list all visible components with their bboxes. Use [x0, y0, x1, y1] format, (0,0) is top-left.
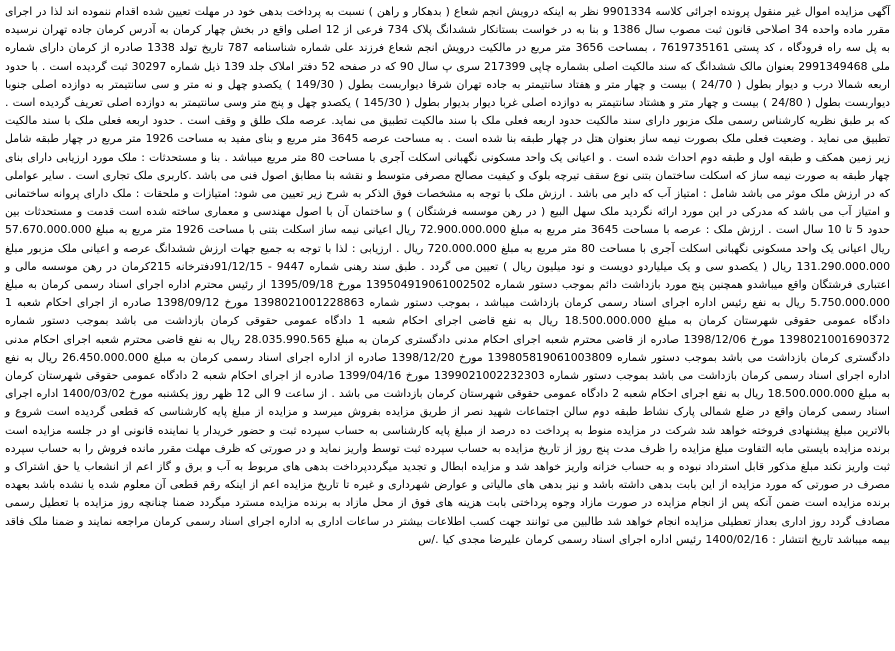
auction-notice-text — [5, 3, 890, 549]
notice-body: آگهی مزایده اموال غیر منقول پرونده اجرائی کلاسه 9901334 نظر به اینکه درویش انجم شعاع ( بدهکار و راهن ) نسبت به پرداخت بدهی خود در مهلت تعیین شده اقدام ننموده اند لذا در اجرای مقرر ماده واحده 34 اصلاحی قانون ثبت مصوب سال 1386 و بنا به در خواست بستانکار ششدانگ پلاک 734 فرعی از 12 اصلی واقع در بخش چهار کرمان به آدرس کرمان جاده تهران نرسیده به پل سه راه فرودگاه ، کد پستی 7619735161 ، بمساحت 3656 متر مربع در مالکیت درویش انجم شعاع فرزند علی شماره شناسنامه 787 تاریخ تولد 1338 صادره از کرمان دارای شماره ملی 2991349468 بعنوان مالک ششدانگ که سند مالکیت اصلی بشماره چاپی 217399 سری پ سال 90 که در صفحه 52 دفتر املاک جلد 139 ذیل شماره 30297 ثبت گردیده است . با حدود اربعه شمالا درب و دیوار بطول ( 24/70 ) بیست و چهار متر و هفتاد سانتیمتر به جاده تهران شرقا دیواربست بطول ( 149/30 ) یکصدو چهل و نه متر و سی سانتیمتر به دوازده اصلی جنوبا دیواربست بطول ( 24/80 ) بیست و چهار متر و هشتاد سانتیمتر به دوازده اصلی غربا دیوار بدیوار بطول ( 145/30 ) یکصدو چهل و پنج متر وسی سانتیمتر به دوازده اصلی تعریف گردیده است . که بر طبق نظریه کارشناس رسمی ملک مزبور دارای سند مالکیت حدود اربعه فعلی ملک با سند مالکیت تطبیق می نماید. عرصه ملک طلق و وقف است . حدود اربعه فعلی ملک با سند مالکیت تطبیق می نماید . وضعیت فعلی ملک بصورت نیمه ساز بعنوان هتل در چهار طبقه بنا شده است . به مساحت عرصه 3645 متر مربع و بنای مفید به مساحت 1926 متر مربع در چهار طبقه شامل زیر زمین همکف و طبقه اول و طبقه دوم احداث شده است . و اعیانی یک واحد مسکونی نگهبانی اسکلت آجری با مساحت 80 متر مربع میباشد . بنا و مستحدثات : ملک مورد ارزیابی دارای بنای چهار طبقه به صورت نیمه ساز که اسکلت ساختمان بتنی نوع سقف تیرچه بلوک و کیفیت مصالح مصرفی متوسط و نقشه بنا مطابق اصول فنی می باشد .کاربری ملک تجاری است . سایر عواملی که در ارزش ملک موثر می باشد شامل : امتیاز آب که دایر می باشد . ارزش ملک با توجه به مشخصات فوق الذکر به شرح زیر تعیین می شود: امتیازات و ملحقات : ملک دارای پروانه ساختمانی و امتیاز آب می باشد که مدرکی در این مورد ارائه نگردید ملک سهل البیع ( در رهن موسسه فرشتگان ) و ساختمان آن با اصول مهندسی و معماری ساخته شده است قدمت و مستحدثات بین حدود 5 تا 10 سال است . ارزش ملک : عرصه با مساحت 3645 متر مربع به مبلغ 72.900.000.000 ریال اعیانی نیمه ساز اسکلت بتنی با مساحت 1926 متر مربع به مبلغ 57.670.000.000 ریال اعیانی یک واحد مسکونی نگهبانی اسکلت آجری با مساحت 80 متر مربع به مبلغ 720.000.000 ریال . ارزیابی : لذا با توجه به جمیع جهات ارزش ششدانگ عرصه و اعیانی ملک مزبور مبلغ 131.290.000.000 ریال ( یکصدو سی و یک میلیاردو دویست و نود میلیون ریال ) تعیین می گردد . طبق سند رهنی شماره 9447 - 91/12/15دفترخانه 215کرمان در رهن موسسه مالی و اعتباری فرشتگان واقع میباشدو همچنین پنج مورد بازداشت دائم بموجب دستور شماره 13950491906100250​2 مورخ 1395/09/18 از رئیس محترم اداره اجرای اسناد رسمی کرمان به مبلغ 5.750.000.000 ریال به نفع رئیس اداره اجرای اسناد رسمی کرمان بازداشت میباشد ، بموجب دستور شماره 1398021001228863 مورخ 1398/09/12 صادره از اجرای احکام شعبه 1 دادگاه عمومی حقوقی شهرستان کرمان به مبلغ 18.500.000.000 ریال به نفع قاضی اجرای احکام شعبه 1 دادگاه عمومی حقوقی کرمان بازداشت می باشد بموجب دستور شماره 1398021001690372 مورخ 1398/12/06 صادره از قاضی محترم شعبه اجرای احکام مدنی دادگستری کرمان به مبلغ 28.035.990.565 ریال به نفع قاضی محترم شعبه اجرای احکام مدنی دادگستری کرمان بازداشت می باشد بموجب دستور شماره 13980581906100380​9 مورخ 1398/12/20 صادره از اداره اجرای اسناد رسمی کرمان به مبلغ 26.450.000.000 ریال به نفع اداره اجرای اسناد رسمی کرمان بازداشت می باشد بموجب دستور شماره 1399021002232303 مورخ 1399/04/16 صادره از اجرای احکام شعبه 2 دادگاه عمومی حقوقی شهرستان کرمان به مبلغ 18.500.000.000 ریال به نفع اجرای احکام شعبه 2 دادگاه عمومی حقوقی شهرستان کرمان بازداشت می باشد . از ساعت 9 الی 12 ظهر روز یکشنبه مورخ 1400/03/02 اداره اجرای اسناد رسمی کرمان واقع در ضلع شمالی پارک نشاط طبقه دوم سالن اجتماعات شهید نصر از طریق مزایده بفروش میرسد و مزایده از مبلغ پایه کارشناسی که قطعی گردیده است شروع و بالاترین مبلغ پیشنهادی فروخته خواهد شد شرکت در مزایده منوط به پرداخت ده درصد از مبلغ پایه کارشناسی به حساب سپرده ثبت و حضور خریدار یا نماینده قانونی او در جلسه مزایده است برنده مزایده بایستی مابه التفاوت مبلغ مزایده را ظرف مدت پنج روز از تاریخ مزایده به حساب سپرده ثبت توسط واریز نماید و در صورتی که ظرف مهلت مقرر مانده فروش را به حساب سپرده ثبت واریز نکند مبلغ مذکور قابل استرداد نبوده و به حساب خزانه واریز خواهد شد و مزایده ابطال و تجدید میگرددپرداخت بدهی های مربوط به آب و برق و گاز اعم از انشعاب یا حق اشتراک و مصرف در صورتی که مورد مزایده از این بابت بدهی داشته باشد و نیز بدهی های مالیاتی و عوارض شهرداری و غیره تا تاریخ مزایده اعم از اینکه رقم قطعی آن معلوم شده یا نشده باشد بعهده برنده مزایده است ضمن آنکه پس از انجام مزایده در صورت مازاد وجوه پرداختی بابت هزینه های فوق از محل مازاد به برنده مزایده مسترد میگردد ضمنا چنانچه روز مزایده با تعطیل رسمی مصادف گردد روز اداری بعداز تعطیلی مزایده انجام خواهد شد طالبین می توانند جهت کسب اطلاعات بیشتر در ساعات اداری به اداره اجرای اسناد رسمی کرمان مراجعه نمایند و ضمنا ملک فاقد بیمه میباشد تاریخ انتشار : 1400/02/16 رئیس اداره اجرای اسناد رسمی کرمان علیرضا مجدی کیا ./س — [5, 5, 891, 546]
